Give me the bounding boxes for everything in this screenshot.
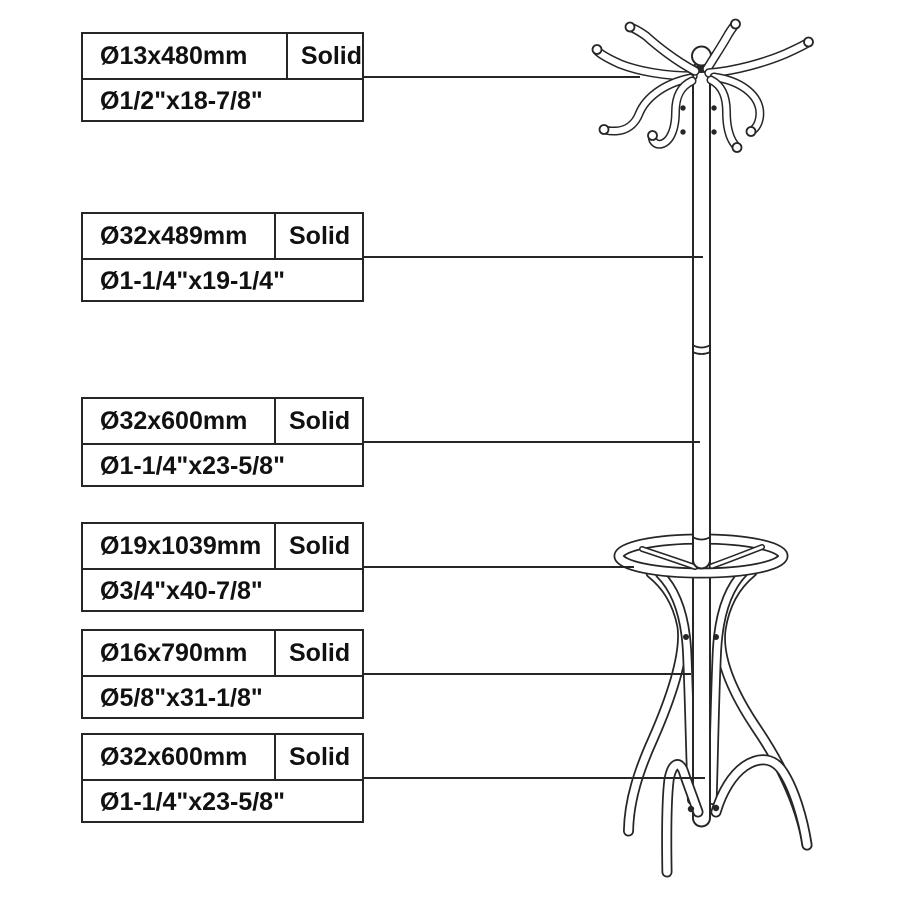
imperial-dimension: Ø1/2"x18-7/8" [100, 86, 263, 115]
imperial-dimension: Ø5/8"x31-1/8" [100, 683, 263, 712]
imperial-dimension: Ø1-1/4"x19-1/4" [100, 266, 285, 295]
part-label-box-2 [81, 212, 364, 302]
imperial-dimension: Ø1-1/4"x23-5/8" [100, 451, 285, 480]
upper-hook-arms [597, 25, 808, 77]
rack-legs [629, 572, 808, 845]
screw-dots [680, 105, 719, 812]
rack-upper-pole [693, 70, 711, 560]
metric-dimension: Ø32x600mm [83, 735, 276, 779]
material-type: Solid [289, 531, 351, 560]
imperial-dimension: Ø1-1/4"x23-5/8" [100, 787, 285, 816]
part-label-box-4 [81, 522, 364, 612]
metric-dimension: Ø13x480mm [83, 34, 288, 78]
part-label-box-1 [81, 32, 364, 122]
finial-collar [691, 65, 712, 73]
material-type: Solid [289, 742, 351, 771]
material-type: Solid [289, 638, 351, 667]
metric-dimension: Ø19x1039mm [83, 524, 276, 568]
material-type: Solid [289, 406, 351, 435]
finial-ball [692, 47, 711, 66]
leader-lines [364, 77, 705, 778]
imperial-dimension: Ø3/4"x40-7/8" [100, 576, 263, 605]
part-label-box-5 [81, 629, 364, 719]
metric-dimension: Ø32x600mm [83, 399, 276, 443]
part-label-box-6 [81, 733, 364, 823]
lower-hooks [605, 77, 760, 147]
material-type: Solid [300, 41, 362, 70]
hook-ball-tips [593, 20, 814, 153]
umbrella-ring [619, 539, 783, 573]
material-type: Solid [289, 221, 351, 250]
rack-front-legs [667, 760, 807, 872]
metric-dimension: Ø32x489mm [83, 214, 276, 258]
metric-dimension: Ø16x790mm [83, 631, 276, 675]
part-label-box-3 [81, 397, 364, 487]
